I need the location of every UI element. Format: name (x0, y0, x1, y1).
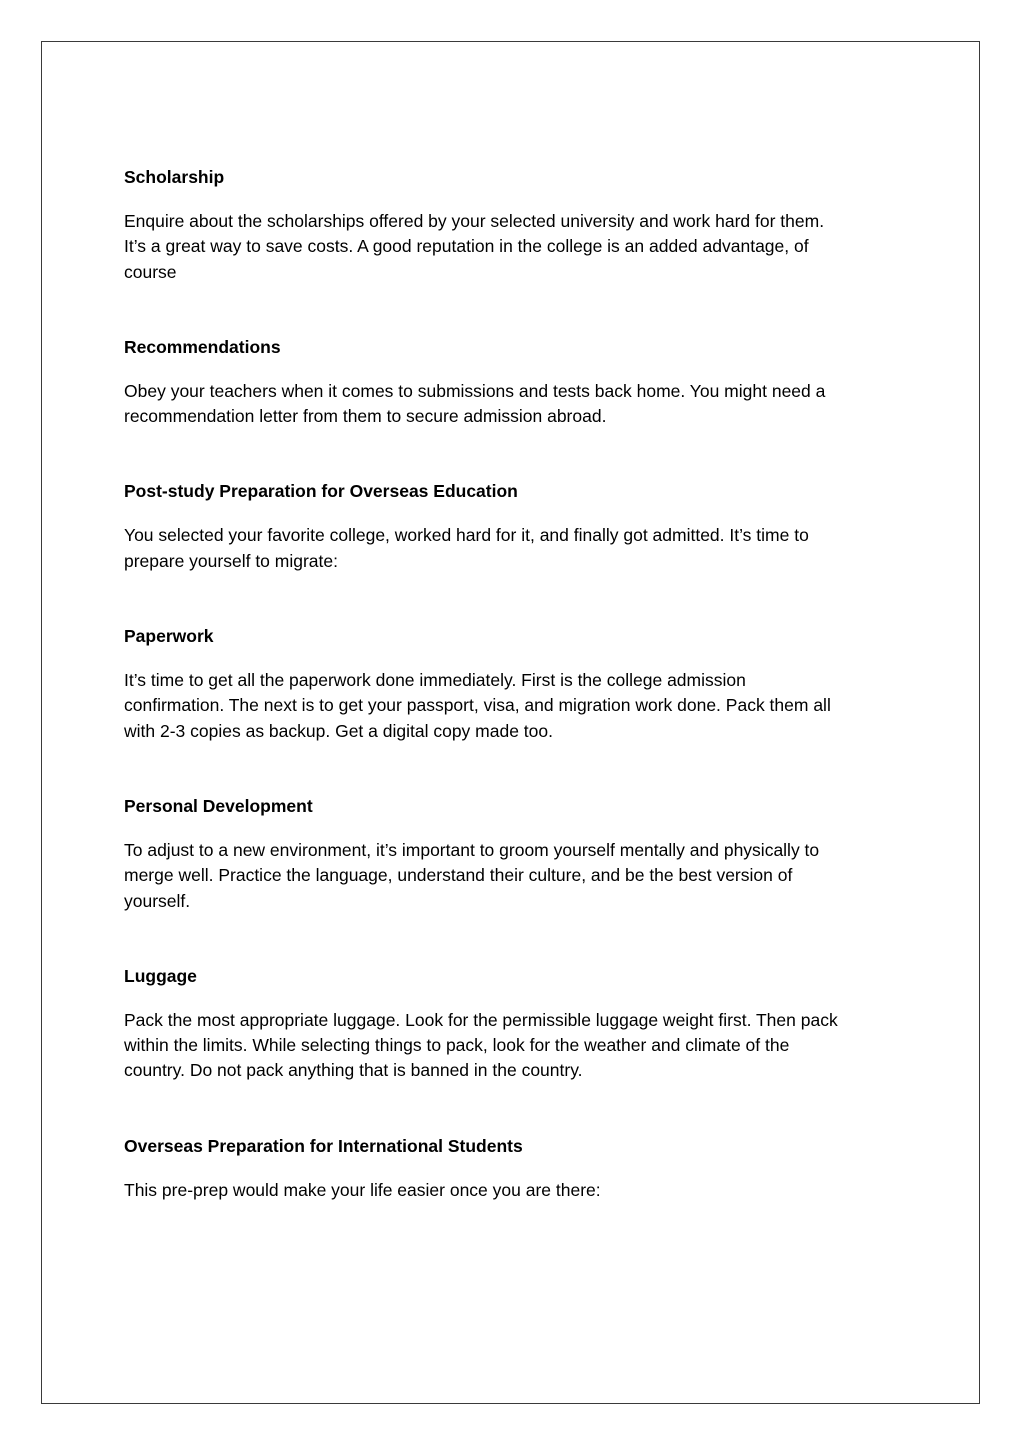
section-paragraph (124, 668, 904, 744)
section-heading: Paperwork (124, 626, 214, 647)
paragraph-line: merge well. Practice the language, understand their culture, and be the best version of (124, 865, 793, 886)
section-paragraph (124, 209, 904, 285)
section-paragraph (124, 838, 904, 914)
section-heading: Personal Development (124, 795, 313, 816)
section-paperwork (124, 625, 904, 744)
section-paragraph (124, 1008, 904, 1084)
paragraph-line: You selected your favorite college, worked hard for it, and finally got admitted. It’s time to (124, 525, 809, 546)
section-paragraph (124, 523, 904, 574)
paragraph-line: This pre-prep would make your life easier once you are there: (124, 1179, 601, 1200)
paragraph-line: yourself. (124, 890, 191, 911)
section-heading: Post-study Preparation for Overseas Education (124, 481, 518, 502)
paragraph-line: It’s a great way to save costs. A good reputation in the college is an added advantage, of (124, 236, 809, 257)
section-paragraph (124, 1178, 904, 1203)
paragraph-line: To adjust to a new environment, it’s important to groom yourself mentally and physically to (124, 839, 820, 860)
section-heading: Recommendations (124, 336, 281, 357)
section-recommendations (124, 336, 904, 430)
section-heading: Overseas Preparation for International Students (124, 1135, 523, 1156)
paragraph-line: prepare yourself to migrate: (124, 550, 338, 571)
section-heading: Luggage (124, 965, 197, 986)
section-luggage (124, 965, 904, 1084)
paragraph-line: course (124, 261, 177, 282)
section-post-study-preparation (124, 480, 904, 574)
paragraph-line: with 2-3 copies as backup. Get a digital copy made too. (124, 720, 553, 741)
paragraph-line: Enquire about the scholarships offered by your selected university and work hard for them. (124, 211, 825, 231)
paragraph-line: Pack the most appropriate luggage. Look for the permissible luggage weight first. Then pack (124, 1009, 838, 1030)
paragraph-line: confirmation. The next is to get your passport, visa, and migration work done. Pack them all (124, 695, 831, 716)
paragraph-line: recommendation letter from them to secure admission abroad. (124, 406, 607, 427)
paragraph-line: It’s time to get all the paperwork done immediately. First is the college admission (124, 670, 746, 691)
section-scholarship (124, 166, 904, 285)
section-overseas-preparation (124, 1135, 904, 1203)
paragraph-line: country. Do not pack anything that is banned in the country. (124, 1060, 583, 1081)
document-body (124, 166, 904, 1254)
section-heading: Scholarship (124, 167, 225, 187)
section-personal-development (124, 795, 904, 914)
paragraph-line: Obey your teachers when it comes to submissions and tests back home. You might need a (124, 380, 826, 401)
section-paragraph (124, 379, 904, 430)
paragraph-line: within the limits. While selecting things to pack, look for the weather and climate of the (124, 1035, 790, 1056)
